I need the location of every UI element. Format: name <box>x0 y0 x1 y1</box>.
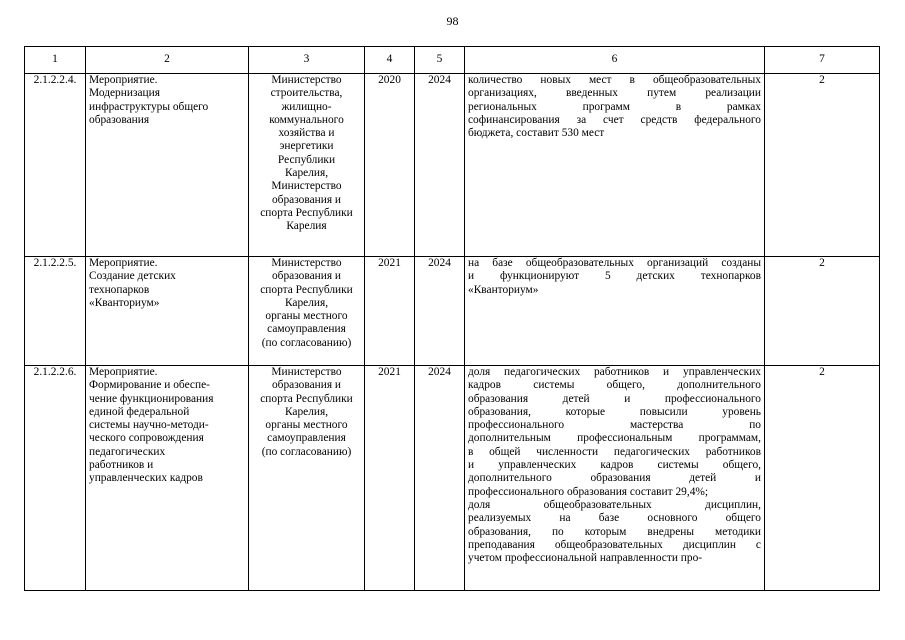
start-year: 2020 <box>365 74 415 257</box>
table-row <box>25 257 880 366</box>
page-number: 98 <box>446 14 459 28</box>
table-row <box>25 366 880 591</box>
executor-line: жилищно- <box>281 100 332 113</box>
executor-line: спорта Республики <box>260 283 353 296</box>
activity-name-line: единой федеральной <box>89 405 190 418</box>
column-header: 1 <box>25 47 86 74</box>
column-numbers-row <box>25 47 880 74</box>
executor-line: хозяйства и <box>278 127 335 140</box>
end-year: 2024 <box>415 74 465 257</box>
column-header: 4 <box>365 47 415 74</box>
executor-line: строительства, <box>270 87 343 100</box>
result-line: преподавания общеобразовательных дисциплин с <box>468 538 761 551</box>
activity-name-line: Формирование и обеспе- <box>89 379 210 392</box>
executor-line: коммунального <box>269 113 344 126</box>
activity-name-line: ческого сопровождения <box>89 432 204 445</box>
activity-name-line: Модернизация <box>89 87 160 100</box>
column-header: 6 <box>465 47 765 74</box>
expected-result <box>465 74 765 257</box>
result-line: учетом профессиональной направленности про- <box>468 552 703 565</box>
column-header: 2 <box>86 47 249 74</box>
responsible-executor <box>249 74 365 257</box>
result-line: бюджета, составит 530 мест <box>468 127 605 140</box>
result-line: региональных программ в рамках <box>468 100 761 113</box>
executor-line: Карелия <box>286 220 327 233</box>
expected-result <box>465 257 765 366</box>
activity-name <box>86 74 249 257</box>
result-line: в общей численности педагогических работников <box>468 445 761 458</box>
executor-line: Карелия, <box>284 405 329 418</box>
column-7-value: 2 <box>765 257 880 366</box>
start-year: 2021 <box>365 257 415 366</box>
column-7-value: 2 <box>765 74 880 257</box>
executor-line: энергетики <box>279 140 334 153</box>
result-line: и управленческих кадров системы общего, <box>468 459 761 472</box>
executor-line: Карелия, <box>284 167 329 180</box>
executor-line: Министерство <box>271 74 342 86</box>
result-line: на базе общеобразовательных организаций созданы <box>468 257 761 269</box>
program-table <box>24 46 880 591</box>
responsible-executor <box>249 257 365 366</box>
result-line: реализуемых на базе основного общего <box>468 512 761 525</box>
result-line: образования, которые повысили уровень <box>468 405 761 418</box>
executor-line: Министерство <box>271 257 342 269</box>
activity-name-line: технопарков <box>89 283 150 296</box>
activity-name-line: инфраструктуры общего <box>89 100 209 113</box>
executor-line: спорта Республики <box>260 392 353 405</box>
result-line: «Кванториум» <box>468 283 539 296</box>
activity-code: 2.1.2.2.6. <box>25 366 86 591</box>
column-7-value: 2 <box>765 366 880 591</box>
result-line: дополнительного образования детей и <box>468 472 761 485</box>
activity-name <box>86 366 249 591</box>
result-line: и функционируют 5 детских технопарков <box>468 270 761 283</box>
result-line: образования детей и профессионального <box>468 392 761 405</box>
result-line: образования, по которым внедрены методики <box>468 525 761 538</box>
column-header: 5 <box>415 47 465 74</box>
executor-line: образования и <box>271 379 342 392</box>
result-line: организациях, введенных путем реализации <box>468 87 761 100</box>
result-line: профессионального образования составит 29,4%; <box>468 485 709 498</box>
result-line: кадров системы общего, дополнительного <box>468 379 761 392</box>
activity-name-line: управленческих кадров <box>89 472 203 485</box>
column-header: 3 <box>249 47 365 74</box>
result-line: доля общеобразовательных дисциплин, <box>468 498 761 511</box>
activity-name-line: работников и <box>89 459 154 472</box>
activity-code: 2.1.2.2.5. <box>25 257 86 366</box>
column-header: 7 <box>765 47 880 74</box>
table-row <box>25 74 880 257</box>
executor-line: органы местного <box>265 310 348 323</box>
activity-name-line: образования <box>89 113 150 126</box>
executor-line: самоуправления <box>267 323 346 336</box>
executor-line: (по согласованию) <box>261 445 352 458</box>
activity-name <box>86 257 249 366</box>
activity-name-line: «Кванториум» <box>89 296 160 309</box>
result-line: количество новых мест в общеобразовательных <box>468 74 761 86</box>
executor-line: (по согласованию) <box>261 336 352 349</box>
executor-line: органы местного <box>265 419 348 432</box>
responsible-executor <box>249 366 365 591</box>
activity-code: 2.1.2.2.4. <box>25 74 86 257</box>
result-line: профессионального мастерства по <box>468 419 761 432</box>
executor-line: Министерство <box>271 366 342 378</box>
activity-name-line: системы научно-методи- <box>89 419 209 432</box>
activity-name-line: Мероприятие. <box>89 74 158 86</box>
executor-line: спорта Республики <box>260 206 353 219</box>
end-year: 2024 <box>415 366 465 591</box>
result-line: софинансирования за счет средств федерального <box>468 113 761 126</box>
activity-name-line: Мероприятие. <box>89 366 158 378</box>
result-line: доля педагогических работников и управленческих <box>468 366 761 378</box>
activity-name-line: чение функционирования <box>89 392 214 405</box>
end-year: 2024 <box>415 257 465 366</box>
result-line: дополнительным профессиональным программам, <box>468 432 761 445</box>
executor-line: Республики <box>277 153 336 166</box>
executor-line: Карелия, <box>284 296 329 309</box>
expected-result <box>465 366 765 591</box>
activity-name-line: Мероприятие. <box>89 257 158 269</box>
start-year: 2021 <box>365 366 415 591</box>
executor-line: самоуправления <box>267 432 346 445</box>
executor-line: образования и <box>271 193 342 206</box>
activity-name-line: педагогических <box>89 445 166 458</box>
executor-line: образования и <box>271 270 342 283</box>
activity-name-line: Создание детских <box>89 270 176 283</box>
executor-line: Министерство <box>271 180 342 193</box>
